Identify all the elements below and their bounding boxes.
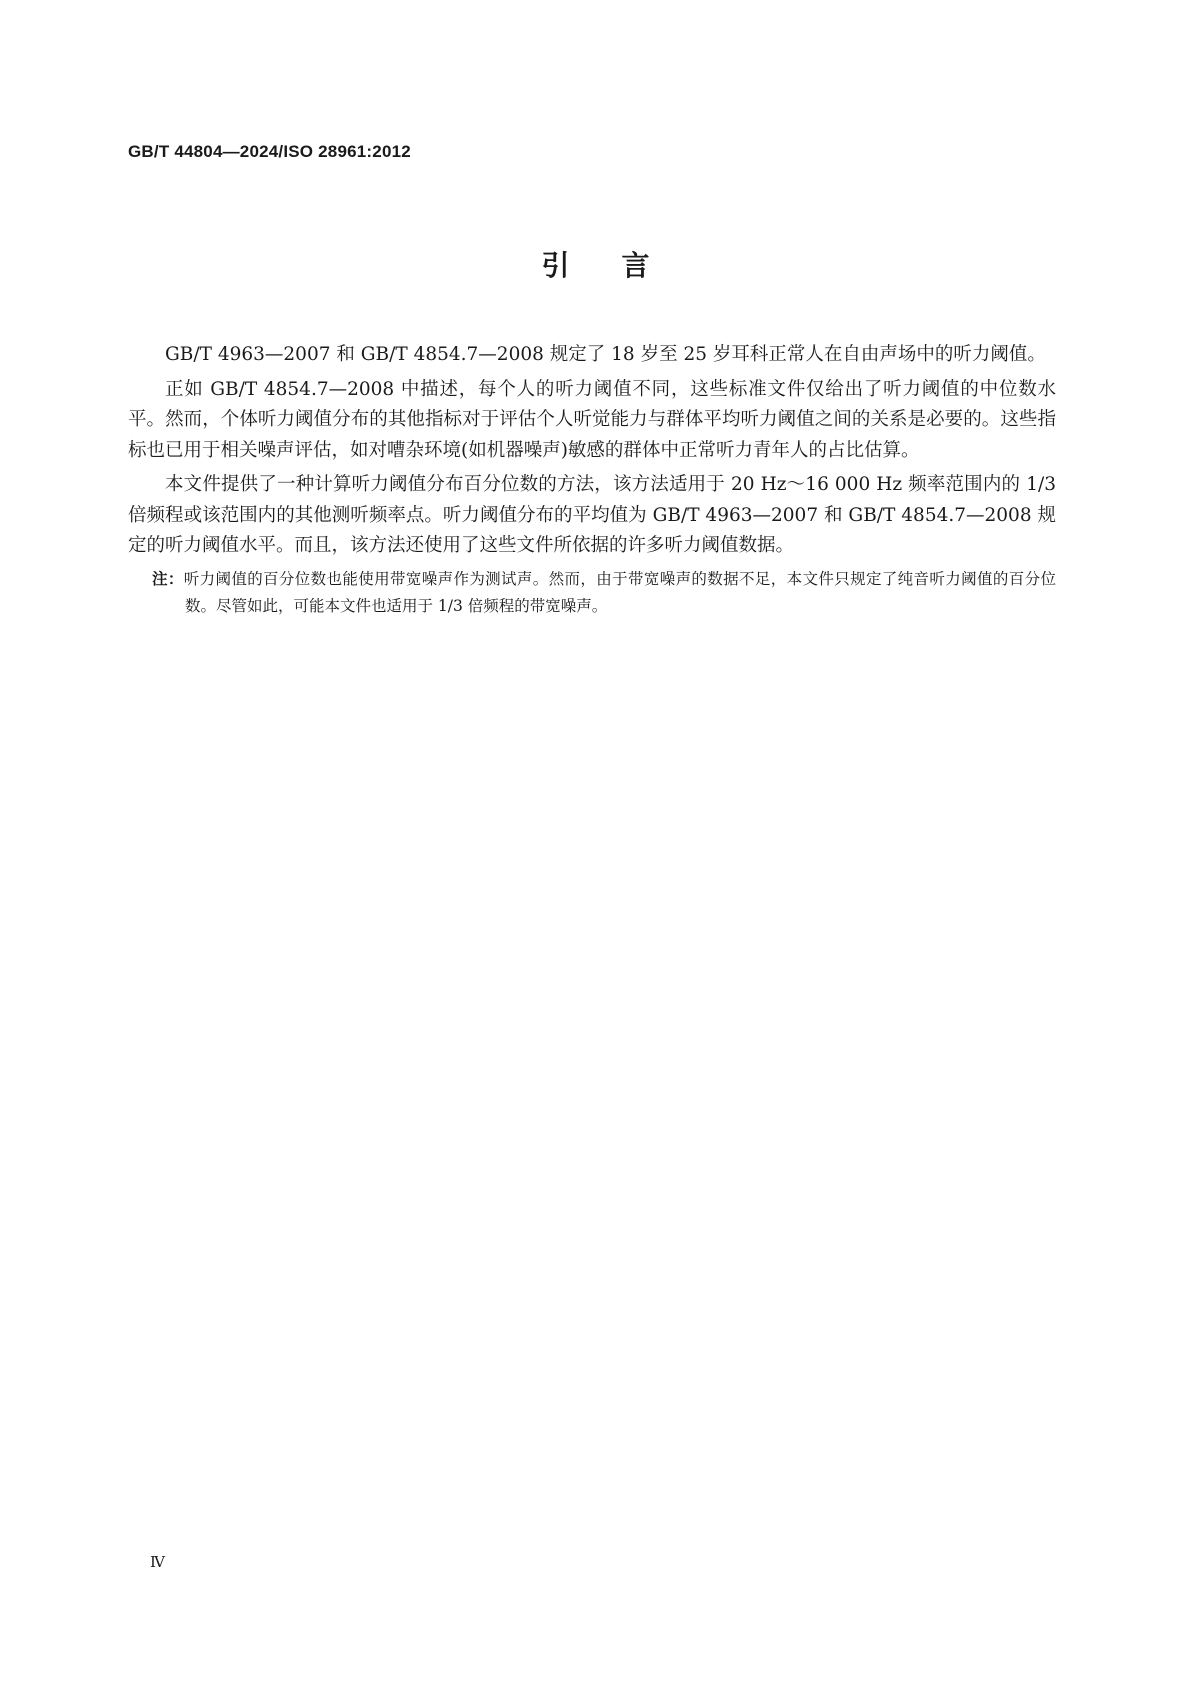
page-number: Ⅳ <box>150 1553 165 1571</box>
paragraph-1: GB/T 4963—2007 和 GB/T 4854.7—2008 规定了 18 岁至 25 岁耳科正常人在自由声场中的听力阈值。 <box>165 344 1046 365</box>
standard-code: GB/T 44804—2024/ISO 28961:2012 <box>128 142 411 161</box>
note <box>128 566 1056 620</box>
body-text <box>128 340 1056 620</box>
note-label: 注： <box>152 569 184 588</box>
paragraph-2: 正如 GB/T 4854.7—2008 中描述，每个人的听力阈值不同，这些标准文件仅给出了听力阈值的中位数水平。然而，个体听力阈值分布的其他指标对于评估个人听觉能力与群体平均听力阈值之间的关系是必要的。这些指标也已用于相关噪声评估，如对嘈杂环境(如机器噪声)敏感的群体中正常听力青年人的占比估算。 <box>128 378 1056 461</box>
section-title: 引言 <box>541 249 702 282</box>
paragraph-3: 本文件提供了一种计算听力阈值分布百分位数的方法，该方法适用于 20 Hz～16 000 Hz 频率范围内的 1/3 倍频程或该范围内的其他测听频率点。听力阈值分布的平均值为 GB/T 4963—2007 和 GB/T 4854.7—2008 规定的听力阈值水平。而且，该方法还使用了这些文件所依据的许多听力阈值数据。 <box>128 474 1056 556</box>
note-text: 听力阈值的百分位数也能使用带宽噪声作为测试声。然而，由于带宽噪声的数据不足，本文件只规定了纯音听力阈值的百分位数。尽管如此，可能本文件也适用于 1/3 倍频程的带宽噪声。 <box>183 569 1056 615</box>
